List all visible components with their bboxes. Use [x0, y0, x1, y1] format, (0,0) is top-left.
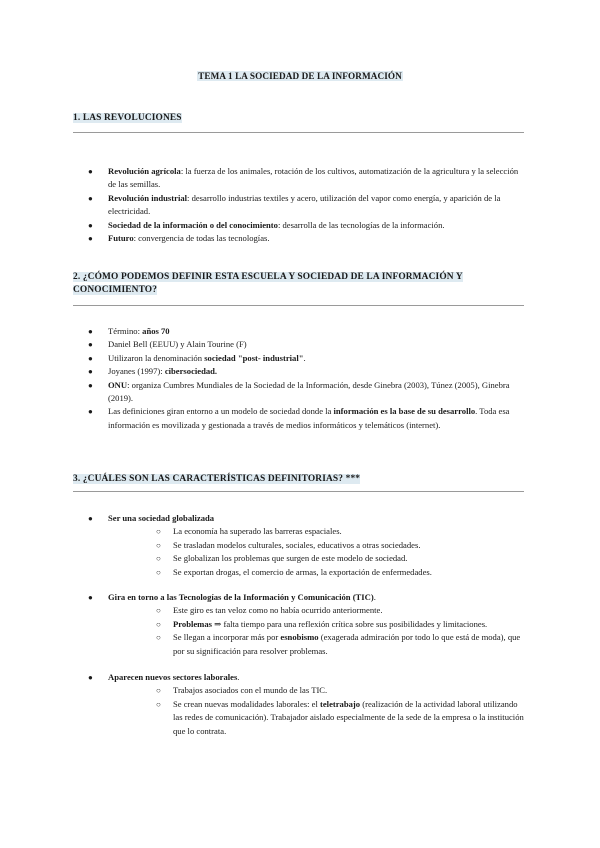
sub-list-item: ○ La economía ha superado las barreras espaciales. [136, 525, 525, 538]
circle-bullet-icon: ○ [156, 527, 161, 537]
bullet-icon: ● [88, 340, 93, 350]
bullet-icon: ● [88, 380, 93, 390]
circle-bullet-icon: ○ [156, 633, 161, 643]
list-item: ● Ser una sociedad globalizada ○ La economía ha superado las barreras espaciales. ○ Se trasladan modelos culturales, sociales, educativos a otras sociedades. ○ Se globalizan los problemas que surgen de este modelo de sociedad. ○ Se exportan drogas, el comercio de armas, la exportación de enfermedades. [80, 512, 525, 579]
bullet-list-laborales [80, 671, 525, 738]
bullet-icon: ● [88, 167, 93, 176]
sub-list-item: ○ Se exportan drogas, el comercio de armas, la exportación de enfermedades. [136, 566, 525, 579]
list-item: ● Término: años 70 [80, 325, 525, 338]
bullet-icon: ● [88, 407, 93, 417]
circle-bullet-icon: ○ [156, 619, 161, 629]
bullet-icon: ● [88, 367, 93, 377]
bullet-icon: ● [88, 193, 93, 203]
list-item: ● Daniel Bell (EEUU) y Alain Tourine (F) [80, 338, 525, 351]
bullet-icon: ● [88, 593, 93, 602]
bullet-list-tic [80, 591, 525, 658]
list-item: ● Revolución industrial: desarrollo industrias textiles y acero, utilización del vapor como energía, y aparición de la electricidad. [88, 192, 501, 217]
list-item: ● Joyanes (1997): cibersociedad. [80, 365, 525, 378]
sub-list [108, 604, 525, 658]
bullet-icon: ● [88, 234, 93, 244]
sub-list-item: ○ Problemas ⇒ falta tiempo para una reflexión crítica sobre sus posibilidades y limitaciones. [136, 618, 525, 631]
list-item: ● Aparecen nuevos sectores laborales. ○ Trabajos asociados con el mundo de las TIC. ○ Se crean nuevas modalidades laborales: el teletrabajo (realización de la actividad laboral utilizando las redes de comunicación). Trabajador aislado especialmente de la sede de la empresa o la institución que lo contrata. [80, 671, 525, 738]
circle-bullet-icon: ○ [156, 606, 161, 616]
list-item: ● Gira en torno a las Tecnologías de la Información y Comunicación (TIC). ○ Este giro es tan veloz como no había ocurrido anteriormente. ○ Problemas ⇒ falta tiempo para una reflexión crítica sobre sus posibilidades y limitaciones. ○ Se llegan a incorporar más por esnobismo (exagerada admiración por todo lo que está de moda), que por su significación para resolver problemas. [80, 591, 525, 658]
section-divider [73, 491, 524, 492]
circle-bullet-icon: ○ [156, 540, 161, 550]
bullet-icon: ● [88, 673, 93, 682]
sub-list-item: ○ Este giro es tan veloz como no había ocurrido anteriormente. [136, 604, 525, 617]
section-heading-caracteristicas: 3. ¿CUÁLES SON LAS CARACTERÍSTICAS DEFINITORIAS? *** [73, 474, 361, 484]
list-item: ● Utilizaron la denominación sociedad "post- industrial". [80, 352, 525, 365]
circle-bullet-icon: ○ [156, 699, 161, 709]
bullet-icon: ● [88, 220, 93, 230]
circle-bullet-icon: ○ [156, 686, 161, 696]
sub-list [108, 684, 525, 738]
list-item: ● Las definiciones giran entorno a un modelo de sociedad donde la información es la base de su desarrollo. Toda esa información es movilizada y gestionada a través de medios informáticos y telemáticos (internet). [88, 406, 510, 430]
section-divider [73, 132, 524, 133]
circle-bullet-icon: ○ [156, 567, 161, 577]
list-item: ● Sociedad de la información o del conocimiento: desarrolla de las tecnologías de la información. [80, 219, 525, 232]
list-item: ● Futuro: convergencia de todas las tecnologías. [80, 232, 525, 245]
sub-list-item: ○ Se crean nuevas modalidades laborales: el teletrabajo (realización de la actividad laboral utilizando las redes de comunicación). Trabajador aislado especialmente de la sede de la empresa o la institución que lo contrata. [156, 698, 524, 736]
document-title: TEMA 1 LA SOCIEDAD DE LA INFORMACIÓN [198, 71, 402, 81]
bullet-list-definicion [80, 325, 525, 432]
sub-list [108, 525, 525, 579]
section-divider [73, 305, 524, 306]
sub-list-item: ○ Se trasladan modelos culturales, sociales, educativos a otras sociedades. [136, 539, 525, 552]
section-heading-definicion: 2. ¿CÓMO PODEMOS DEFINIR ESTA ESCUELA Y SOCIEDAD DE LA INFORMACIÓN Y CONOCIMIENTO? [73, 272, 463, 295]
section-heading-revoluciones: 1. LAS REVOLUCIONES [73, 113, 182, 123]
sub-list-item: ○ Se globalizan los problemas que surgen de este modelo de sociedad. [136, 552, 525, 565]
list-item: ● ONU: organiza Cumbres Mundiales de la Sociedad de la Información, desde Ginebra (2003), Túnez (2005), Ginebra (2019). [88, 379, 510, 404]
sub-list-item: ○ Se llegan a incorporar más por esnobismo (exagerada admiración por todo lo que está de moda), que por su significación para resolver problemas. [156, 632, 521, 656]
bullet-icon: ● [88, 514, 93, 523]
bullet-icon: ● [88, 353, 93, 363]
circle-bullet-icon: ○ [156, 554, 161, 564]
bullet-icon: ● [88, 327, 93, 336]
sub-list-item: ○ Trabajos asociados con el mundo de las TIC. [136, 684, 525, 697]
bullet-list-revoluciones [80, 165, 525, 245]
list-item: ● Revolución agrícola: la fuerza de los animales, rotación de los cultivos, automatización de la agricultura y la selección de las semillas. [88, 166, 519, 190]
bullet-list-globalizada [80, 512, 525, 579]
